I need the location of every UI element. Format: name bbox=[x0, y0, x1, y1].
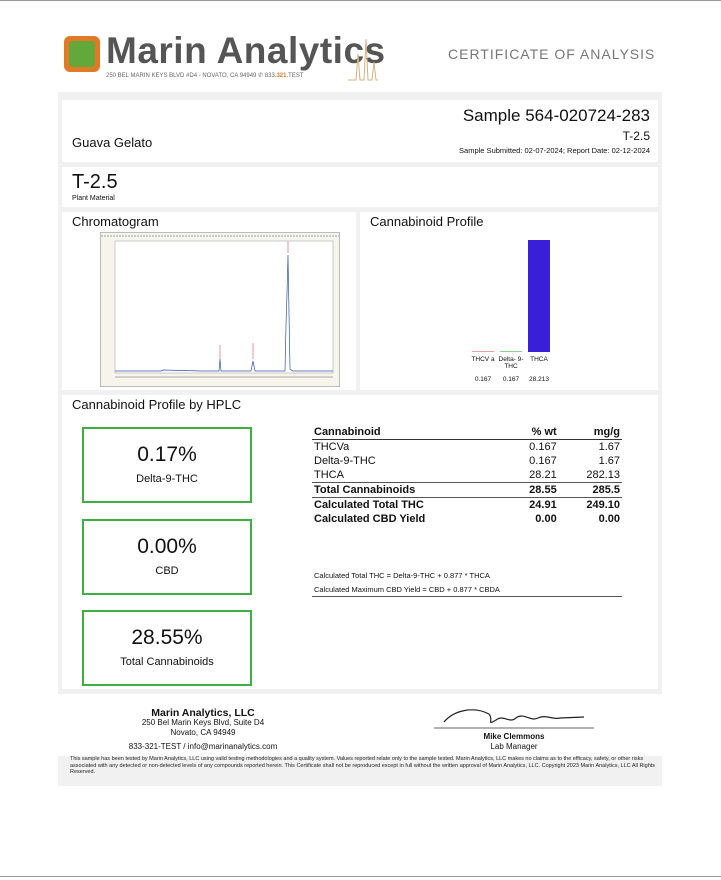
col-header: % wt bbox=[506, 425, 559, 440]
sample-matrix: Plant Material bbox=[72, 195, 115, 202]
calc-thc-row bbox=[312, 498, 622, 513]
profile-bar-2 bbox=[528, 240, 550, 352]
bottom-rule bbox=[0, 876, 721, 877]
table-cell: 28.21 bbox=[529, 469, 557, 481]
col-header: mg/g bbox=[559, 425, 622, 440]
table-header-row bbox=[312, 425, 622, 440]
profile-bar-label: THCA bbox=[530, 356, 548, 363]
logo-phone-suffix: .TEST bbox=[286, 73, 304, 79]
stat-label: Total Cannabinoids bbox=[120, 656, 214, 668]
total-row bbox=[312, 483, 622, 498]
profile-bar-1 bbox=[500, 351, 522, 353]
table-cell: 249.10 bbox=[559, 498, 622, 513]
profile-bar-label: THCV a bbox=[471, 356, 495, 363]
stat-value: 0.00% bbox=[137, 535, 197, 558]
table-cell: 1.67 bbox=[598, 455, 620, 467]
signer-title: Lab Manager bbox=[490, 742, 538, 751]
table-row bbox=[312, 440, 622, 455]
profile-bar-value: 28.213 bbox=[529, 376, 549, 383]
table-cell: THCVa bbox=[314, 441, 350, 453]
cannabinoid-profile-panel bbox=[360, 212, 658, 390]
logo-phone-prefix: 833. bbox=[264, 73, 277, 79]
profile-bar-value: 0.167 bbox=[474, 376, 492, 383]
chromatogram-logo-icon bbox=[348, 34, 378, 82]
signer-block bbox=[434, 732, 594, 752]
chromatogram-plot bbox=[101, 233, 339, 386]
table-cell: 1.67 bbox=[598, 441, 620, 453]
table-cell: 28.55 bbox=[506, 483, 559, 498]
table-bottom-rule bbox=[312, 596, 622, 597]
logo-icon bbox=[64, 36, 100, 72]
logo-text: Marin Analytics bbox=[106, 30, 386, 71]
table-row bbox=[312, 468, 622, 483]
stat-label: CBD bbox=[155, 565, 179, 577]
profile-bar-0 bbox=[472, 351, 494, 353]
signer-name: Mike Clemmons bbox=[483, 732, 545, 741]
table-cell: 0.00 bbox=[598, 513, 620, 525]
stat-card-delta9 bbox=[82, 427, 252, 503]
stat-value: 0.17% bbox=[137, 443, 197, 466]
table-cell: 0.167 bbox=[529, 455, 557, 467]
table-cell: 282.13 bbox=[586, 469, 620, 481]
stat-value: 28.55% bbox=[131, 626, 203, 649]
stat-card-cbd bbox=[82, 519, 252, 595]
sample-id: Sample 564-020724-283 bbox=[462, 106, 650, 125]
profile-chart bbox=[360, 212, 658, 390]
company-name: Marin Analytics, LLC bbox=[151, 707, 255, 719]
footer bbox=[58, 694, 662, 756]
logo-phone-mid: 321 bbox=[276, 73, 287, 79]
table-cell: 0.00 bbox=[535, 513, 557, 525]
sample-info-panel bbox=[62, 100, 658, 162]
formula-note-cbd: Calculated Maximum CBD Yield = CBD + 0.877 * CBDA bbox=[314, 585, 500, 594]
certificate-sheet bbox=[58, 26, 662, 786]
company-address1: 250 Bel Marin Keys Blvd, Suite D4 bbox=[141, 718, 265, 727]
document-title: CERTIFICATE OF ANALYSIS bbox=[448, 46, 656, 62]
table-cell: 0.167 bbox=[529, 441, 557, 453]
chromatogram-title: Chromatogram bbox=[72, 214, 159, 229]
sample-code: T-2.5 bbox=[622, 129, 650, 143]
col-header: Cannabinoid bbox=[312, 425, 506, 440]
company-block bbox=[118, 708, 288, 752]
top-rule bbox=[0, 0, 721, 1]
profile-bar-value: 0.167 bbox=[502, 376, 520, 383]
table-row bbox=[312, 454, 622, 468]
header bbox=[58, 26, 662, 92]
formula-note-thc: Calculated Total THC = Delta-9-THC + 0.877 * THCA bbox=[314, 571, 490, 580]
logo-address: 250 BEL MARIN KEYS BLVD #D4 - NOVATO, CA 94949 ✆ 833.321.TEST bbox=[106, 73, 304, 79]
sample-code-large: T-2.5 bbox=[72, 171, 118, 193]
disclaimer: This sample has been tested by Marin Analytics, LLC using valid testing methodologies and a quality system. Values reported relate only to the sample tested. Marin Analytics, LLC makes no claims as to the efficacy, safety, or other risks associated with any detected or non-detected levels of any compounds reported herein. This Certificate shall not be reproduced except in full without the written approval of Marin Analytics, LLC. Copyright 2023 Marin Analytics, LLC All Rights Reserved. bbox=[70, 756, 656, 775]
sample-code-panel bbox=[62, 167, 658, 207]
table-cell: Total Cannabinoids bbox=[312, 483, 506, 498]
hplc-title: Cannabinoid Profile by HPLC bbox=[72, 397, 242, 412]
cannabinoid-table bbox=[312, 425, 622, 526]
profile-title: Cannabinoid Profile bbox=[370, 214, 484, 229]
calc-cbd-row bbox=[312, 512, 622, 526]
table-cell: 24.91 bbox=[506, 498, 559, 513]
table-cell: Calculated CBD Yield bbox=[314, 513, 426, 525]
profile-bar-label: Delta- 9-THC bbox=[498, 356, 524, 370]
table-cell: THCA bbox=[314, 469, 344, 481]
chromatogram-panel bbox=[62, 212, 356, 390]
strain-name: Guava Gelato bbox=[72, 135, 153, 150]
company-contact: 833-321-TEST / info@marinanalytics.com bbox=[128, 742, 278, 751]
chromatogram-image bbox=[100, 232, 340, 387]
stat-card-total bbox=[82, 610, 252, 686]
logo-address-text: 250 BEL MARIN KEYS BLVD #D4 - NOVATO, CA 94949 bbox=[106, 73, 257, 79]
hplc-panel bbox=[62, 395, 658, 689]
table-cell: Calculated Total THC bbox=[312, 498, 506, 513]
stat-label: Delta-9-THC bbox=[136, 473, 198, 485]
company-address2: Novato, CA 94949 bbox=[170, 728, 236, 737]
sample-dates: Sample Submitted: 02-07-2024; Report Date: 02-12-2024 bbox=[459, 146, 650, 155]
table-cell: Delta-9-THC bbox=[314, 455, 376, 467]
table-cell: 285.5 bbox=[559, 483, 622, 498]
signature-image bbox=[434, 700, 594, 734]
